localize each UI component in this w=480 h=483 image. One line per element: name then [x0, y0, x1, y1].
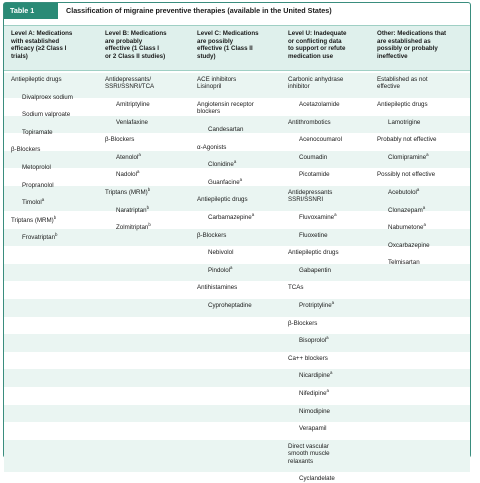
header-level-b: Level B: Medications are probably effective (1 Class I or 2 Class II studies): [105, 30, 167, 60]
table-cell: [377, 76, 428, 91]
cell-line: Timolol$^a$: [22, 197, 45, 207]
cell-line: Triptans (MRM)$^b$: [105, 186, 151, 196]
cell-line: Acebutolol$^a$: [388, 186, 420, 196]
header-level-u: Level U: Inadequate or conflicting data to support or refute medication use: [288, 30, 347, 60]
cell-line: Direct vascular: [288, 442, 329, 450]
cell-line: Naratriptan$^b$: [116, 204, 150, 214]
table-frame: [3, 2, 471, 483]
cell-line: Carbonic anhydrase: [288, 76, 344, 83]
table-cell: [197, 126, 243, 133]
cell-line: Acetazolamide: [299, 101, 340, 108]
cell-line: Coumadin: [299, 153, 328, 161]
row-stripe: [4, 369, 470, 387]
table-cell: [11, 146, 40, 153]
cell-line: β-Blockers: [288, 319, 318, 327]
cell-line: Zolmitriptan$^b$: [116, 222, 151, 232]
cell-line: Fluvoxamine$^a$: [299, 211, 337, 221]
table-cell: [105, 224, 151, 231]
cell-line: Antiepileptic drugs: [288, 249, 339, 257]
cell-line: Antiepileptic drugs: [377, 101, 428, 108]
cell-line: inhibitor: [288, 83, 310, 91]
cell-line: Lamotrigine: [388, 118, 421, 126]
cell-line: Bisoprolol$^a$: [299, 335, 329, 345]
table-cell: [288, 76, 343, 91]
footnote-marker: a: [331, 299, 335, 305]
cell-line: Nebivolol: [208, 249, 234, 257]
table-cell: [11, 76, 62, 83]
table-cell: [377, 171, 435, 178]
footnote-marker: a: [422, 204, 426, 210]
cell-line: Nicardipine$^a$: [299, 370, 333, 380]
footnote-marker: a: [136, 169, 140, 175]
cell-line: Divalproex sodium: [22, 93, 73, 101]
table-cell: [11, 199, 44, 206]
table-cell: [197, 284, 237, 291]
cell-line: Clonazepam$^a$: [388, 204, 426, 214]
footnote-marker: b: [55, 232, 58, 238]
header-level-c: Level C: Medications are possibly effective (1 Class II study): [197, 30, 259, 60]
column-headers: [4, 25, 470, 71]
table-cell: [197, 144, 226, 151]
footnote-marker: a: [41, 197, 45, 203]
cell-line: SSRI/SSNRI/TCA: [105, 83, 155, 91]
footnote-marker: a: [329, 370, 333, 376]
cell-line: Sodium valproate: [22, 111, 71, 119]
table-cell: [288, 372, 332, 379]
cell-line: Picotamide: [299, 171, 330, 179]
cell-line: Triptans (MRM)$^b$: [11, 214, 57, 224]
table-cell: [377, 151, 429, 161]
cell-line: Propranolol: [22, 181, 54, 189]
table-cell: [288, 101, 340, 108]
cell-line: Topiramate: [22, 128, 53, 136]
table-cell: [288, 475, 335, 482]
table-cell: [105, 204, 150, 214]
table-number-tag: Table 1: [4, 3, 58, 19]
footnote-marker: a: [251, 211, 255, 217]
table-title-bar: [4, 3, 470, 19]
footnote-marker: a: [334, 211, 337, 217]
footnote-marker: b: [148, 222, 151, 228]
table-cell: [11, 182, 54, 189]
cell-line: Atenolol$^a$: [116, 151, 141, 161]
table-cell: [11, 234, 57, 241]
table-cell: [197, 196, 248, 203]
table-cell: [377, 101, 428, 108]
footnote-marker: a: [416, 186, 420, 192]
cell-line: Cyproheptadine: [208, 302, 252, 309]
cell-line: Clomipramine$^a$: [388, 151, 429, 161]
footnote-marker: a: [426, 151, 429, 157]
cell-line: Cyclandelate: [299, 475, 335, 483]
cell-line: Carbamazepine$^a$: [208, 211, 255, 221]
table-cell: [288, 171, 330, 178]
table-cell: [11, 164, 51, 171]
footnote-marker: b: [53, 214, 57, 220]
cell-line: β-Blockers: [105, 136, 135, 144]
table-cell: [377, 186, 420, 196]
table-cell: [197, 264, 233, 274]
cell-line: Fluoxetine: [299, 231, 328, 239]
cell-line: effective: [377, 83, 400, 91]
cell-line: blockers: [197, 108, 221, 116]
table-cell: [11, 94, 73, 101]
table-cell: [105, 101, 150, 108]
table-cell: [288, 320, 317, 327]
cell-line: Antihistamines: [197, 284, 238, 292]
table-cell: [288, 408, 330, 415]
cell-line: Antiepileptic drugs: [11, 76, 62, 83]
cell-line: Probably not effective: [377, 136, 437, 144]
cell-line: α-Agonists: [197, 143, 227, 151]
table-cell: [288, 425, 327, 432]
cell-line: Nimodipine: [299, 407, 330, 415]
table-cell: [105, 151, 141, 161]
cell-line: Established as not: [377, 76, 428, 83]
table-cell: [288, 136, 342, 143]
table-cell: [197, 176, 243, 186]
cell-line: Angiotensin receptor: [197, 101, 254, 108]
cell-line: Gabapentin: [299, 266, 331, 274]
cell-line: Acenocoumarol: [299, 136, 342, 144]
cell-line: Ca++ blockers: [288, 354, 328, 362]
table-cell: [288, 284, 303, 291]
footnote-marker: a: [233, 159, 237, 165]
footnote-marker: a: [326, 335, 329, 341]
footnote-marker: b: [147, 186, 151, 192]
table-caption: Classification of migraine preventive therapies (available in the United States): [66, 6, 332, 15]
cell-line: β-Blockers: [197, 231, 227, 239]
row-stripe: [4, 405, 470, 423]
table-cell: [377, 119, 420, 126]
cell-line: Antithrombotics: [288, 118, 331, 126]
table-cell: [377, 224, 426, 231]
footnote-marker: a: [239, 176, 243, 182]
cell-line: SSRI/SSNRI: [288, 196, 324, 204]
table-cell: [197, 161, 236, 168]
table-cell: [197, 249, 233, 256]
table-cell: [288, 355, 328, 362]
cell-line: TCAs: [288, 284, 304, 292]
header-other: Other: Medications that are established as possibly or probably ineffective: [377, 30, 447, 60]
footnote-marker: b: [146, 204, 150, 210]
table-cell: [197, 211, 255, 221]
footnote-marker: a: [230, 264, 233, 270]
cell-line: Nadolol$^a$: [116, 169, 140, 179]
cell-line: β-Blockers: [11, 146, 41, 154]
cell-line: Oxcarbazepine: [388, 241, 430, 249]
table-cell: [11, 129, 53, 136]
table-cell: [11, 214, 57, 224]
cell-line: Clonidine$^a$: [208, 159, 237, 169]
table-cell: [377, 259, 420, 266]
table-cell: [288, 211, 337, 221]
table-cell: [288, 299, 335, 309]
cell-line: smooth muscle: [288, 450, 330, 458]
table-cell: [288, 189, 332, 204]
footnote-marker: a: [138, 151, 141, 157]
table-cell: [288, 267, 331, 274]
row-stripe: [4, 334, 470, 352]
table-cell: [377, 242, 430, 249]
header-level-a: Level A: Medications with established efficacy (≥2 Class I trials): [11, 30, 73, 60]
table-cell: [105, 171, 139, 178]
footnote-marker: a: [326, 387, 329, 393]
table-cell: [288, 443, 330, 465]
table-cell: [288, 119, 331, 126]
cell-line: Nifedipine$^a$: [299, 387, 329, 397]
cell-line: Frovatriptan$^b$: [22, 232, 58, 242]
cell-line: Antidepressants: [288, 189, 333, 196]
footnote-marker: a: [423, 222, 426, 228]
table-cell: [11, 111, 70, 118]
cell-line: Antiepileptic drugs: [197, 196, 248, 204]
table-cell: [288, 337, 329, 344]
table-cell: [197, 101, 254, 116]
table-cell: [197, 232, 226, 239]
table-cell: [105, 119, 148, 126]
cell-line: Telmisartan: [388, 259, 420, 267]
cell-line: Venlafaxine: [116, 118, 148, 126]
cell-line: Lisinopril: [197, 83, 222, 91]
table-cell: [377, 136, 436, 143]
cell-line: Antidepressants/: [105, 76, 152, 83]
cell-line: Candesartan: [208, 126, 244, 133]
table-cell: [288, 154, 327, 161]
cell-line: Amitriptyline: [116, 101, 150, 108]
table-cell: [105, 76, 154, 91]
cell-line: relaxants: [288, 457, 314, 465]
table-cell: [288, 387, 329, 397]
cell-line: Pindolol$^a$: [208, 264, 233, 274]
cell-line: Metoprolol: [22, 164, 51, 171]
cell-line: ACE inhibitors: [197, 76, 237, 83]
table-cell: [288, 249, 339, 256]
table-cell: [288, 232, 328, 239]
table-cell: [105, 136, 134, 143]
row-stripe: [4, 440, 470, 472]
table-cell: [197, 302, 252, 309]
cell-line: Possibly not effective: [377, 171, 436, 179]
cell-line: Guanfacine$^a$: [208, 176, 243, 186]
cell-line: Protriptyline$^a$: [299, 299, 335, 309]
table-cell: [105, 186, 151, 196]
table-cell: [197, 76, 236, 91]
table-cell: [377, 204, 426, 214]
cell-line: Nabumetone$^a$: [388, 222, 426, 232]
cell-line: Verapamil: [299, 425, 327, 433]
